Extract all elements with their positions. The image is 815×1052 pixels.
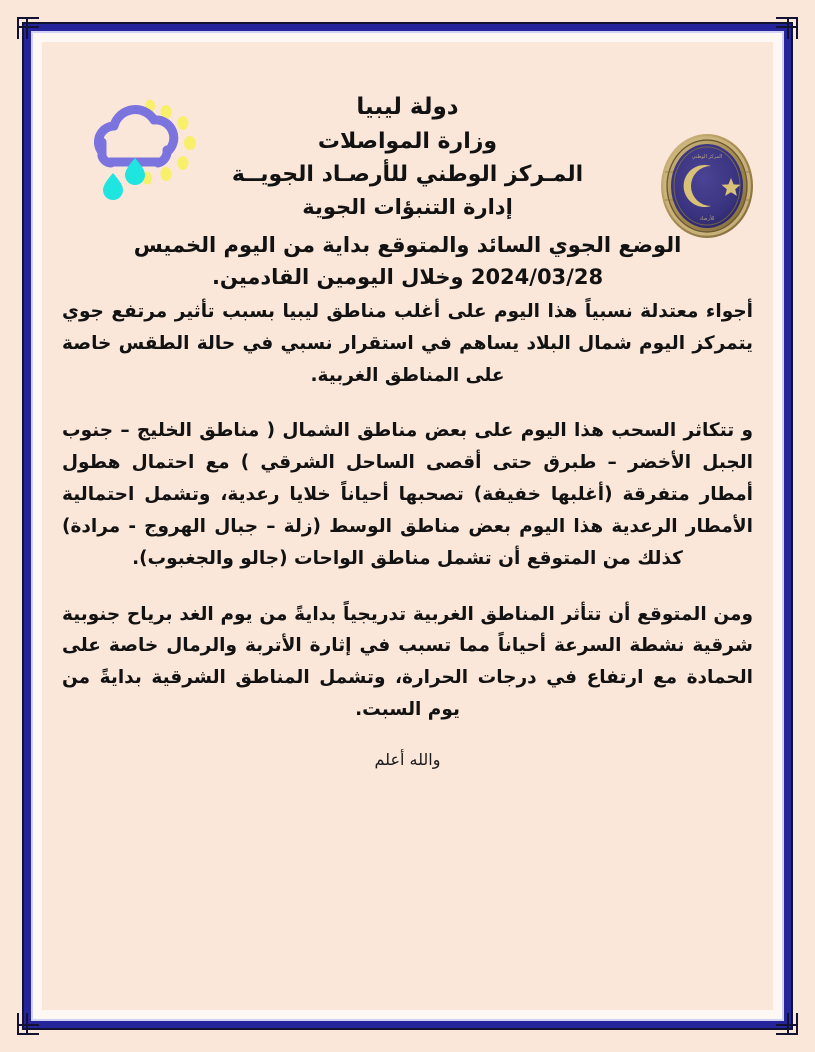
corner-ornament-top-left xyxy=(17,17,39,39)
svg-text:المركز الوطني: المركز الوطني xyxy=(691,154,723,160)
paragraph-1: أجواء معتدلة نسبياً هذا اليوم على أغلب مناطق ليبيا بسبب تأثير مرتفع جوي يتمركز اليوم شمال البلاد يساهم في استقرار نسبي في حالة الطقس خاصة على المناطق الغربية. xyxy=(62,301,753,386)
svg-text:للأرصاد: للأرصاد xyxy=(699,216,715,222)
document-header xyxy=(42,42,773,289)
corner-ornament-bottom-left xyxy=(17,1013,39,1035)
document-content xyxy=(42,42,773,1010)
ministry-title: وزارة المواصلات xyxy=(317,128,498,154)
signoff-text: والله أعلم xyxy=(374,749,441,769)
bulletin-body xyxy=(42,296,773,769)
title-block xyxy=(42,90,773,294)
corner-ornament-top-right xyxy=(776,17,798,39)
department-title: إدارة التنبؤات الجوية xyxy=(302,194,513,219)
bulletin-date-line: 2024/03/28 وخلال اليومين القادمين. xyxy=(211,264,604,289)
corner-ornament-bottom-right xyxy=(776,1013,798,1035)
paragraph-2: و تتكاثر السحب هذا اليوم على بعض مناطق الشمال ( مناطق الخليج – جنوب الجبل الأخضر – طبرق حتى أقصى الساحل الشرقي ) مع احتمال هطول أمطار متفرقة (أغلبها خفيفة) تصحبها أحياناً خلايا رعدية، وتشمل احتمالية الأمطار الرعدية هذا اليوم بعض مناطق الوسط (زلة – جبال الهروج - مرادة) كذلك من المتوقع أن تشمل مناطق الواحات (جالو والجغبوب). xyxy=(62,420,753,569)
paragraph-3: ومن المتوقع أن تتأثر المناطق الغربية تدريجياً بدايةً من يوم الغد برياح جنوبية شرقية نشطة السرعة أحياناً مما تسبب في إثارة الأتربة والرمال خاصة على الحمادة مع ارتفاع في درجات الحرارة، وتشمل المناطق الشرقية بدايةً من يوم السبت. xyxy=(62,603,753,720)
country-title: دولة ليبيا xyxy=(356,94,459,120)
bulletin-subject: الوضع الجوي السائد والمتوقع بداية من اليوم الخميس xyxy=(133,232,682,257)
meteorology-center-title: المـركز الوطني للأرصـاد الجويــة xyxy=(231,162,584,188)
